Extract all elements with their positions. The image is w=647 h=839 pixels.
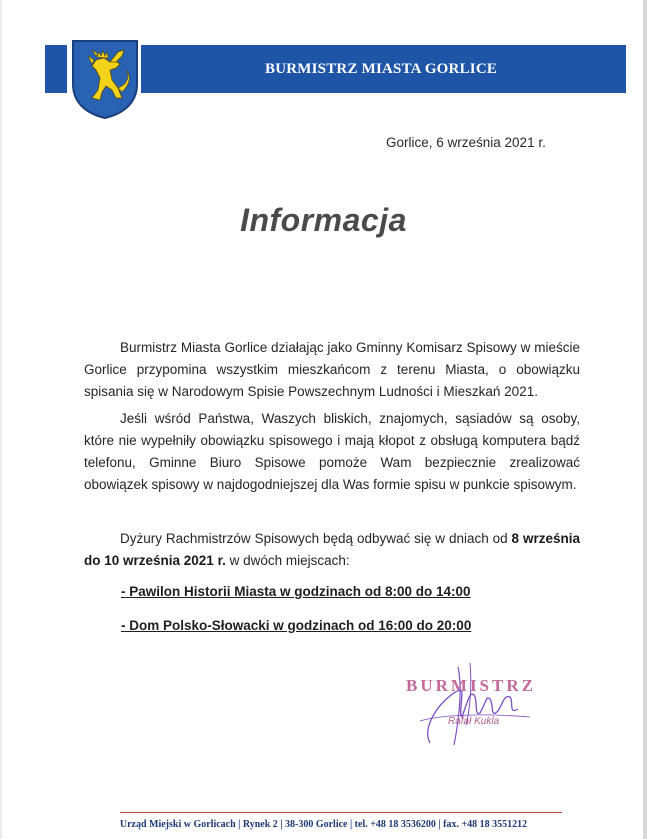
signature-name: Rafał Kukla	[448, 716, 500, 727]
document-date: Gorlice, 6 września 2021 r.	[386, 135, 546, 150]
signature-title: BURMISTRZ	[406, 676, 536, 695]
location-item-pawilon: - Pawilon Historii Miasta w godzinach od 8:00 do 14:00	[121, 584, 471, 599]
schedule-text-start: Dyżury Rachmistrzów Spisowych będą odbywać się w dniach od	[120, 531, 512, 546]
footer-divider	[120, 812, 562, 813]
paragraph-intro: Burmistrz Miasta Gorlice działając jako Gminny Komisarz Spisowy w mieście Gorlice przypomina wszystkim mieszkańcom z terenu Miasta, o obowiązku spisania się w Narodowym Spisie Powszechnym Ludności i Mieszkań 2021.	[84, 340, 580, 399]
scan-edge-left	[0, 0, 2, 839]
paragraph-schedule	[84, 528, 580, 572]
location-item-dom: - Dom Polsko-Słowacki w godzinach od 16:00 do 20:00	[121, 618, 472, 633]
document-heading: Informacja	[240, 202, 407, 238]
lion-crest-icon	[70, 38, 140, 120]
schedule-text-end: w dwóch miejscach:	[225, 553, 350, 568]
scan-edge-right	[643, 0, 647, 839]
header-title: BURMISTRZ MIASTA GORLICE	[265, 61, 498, 77]
footer-address: Urząd Miejski w Gorlicach | Rynek 2 | 38-300 Gorlice | tel. +48 18 3536200 | fax. +48 18 3551212	[119, 819, 528, 830]
schedule-dates: 8 września do 10 września 2021 r.	[84, 531, 580, 568]
header-band-left	[45, 45, 67, 93]
handwritten-signature	[400, 655, 560, 750]
paragraph-help: Jeśli wśród Państwa, Waszych bliskich, znajomych, sąsiadów są osoby, które nie wypełniły obowiązku spisowego i mają kłopot z obsługą komputera bądź telefonu, Gminne Biuro Spisowe pomoże Wam bezpiecznie zrealizować obowiązek spisowy w najdogodniejszej dla Was formie spisu w punkcie spisowym.	[84, 411, 580, 492]
